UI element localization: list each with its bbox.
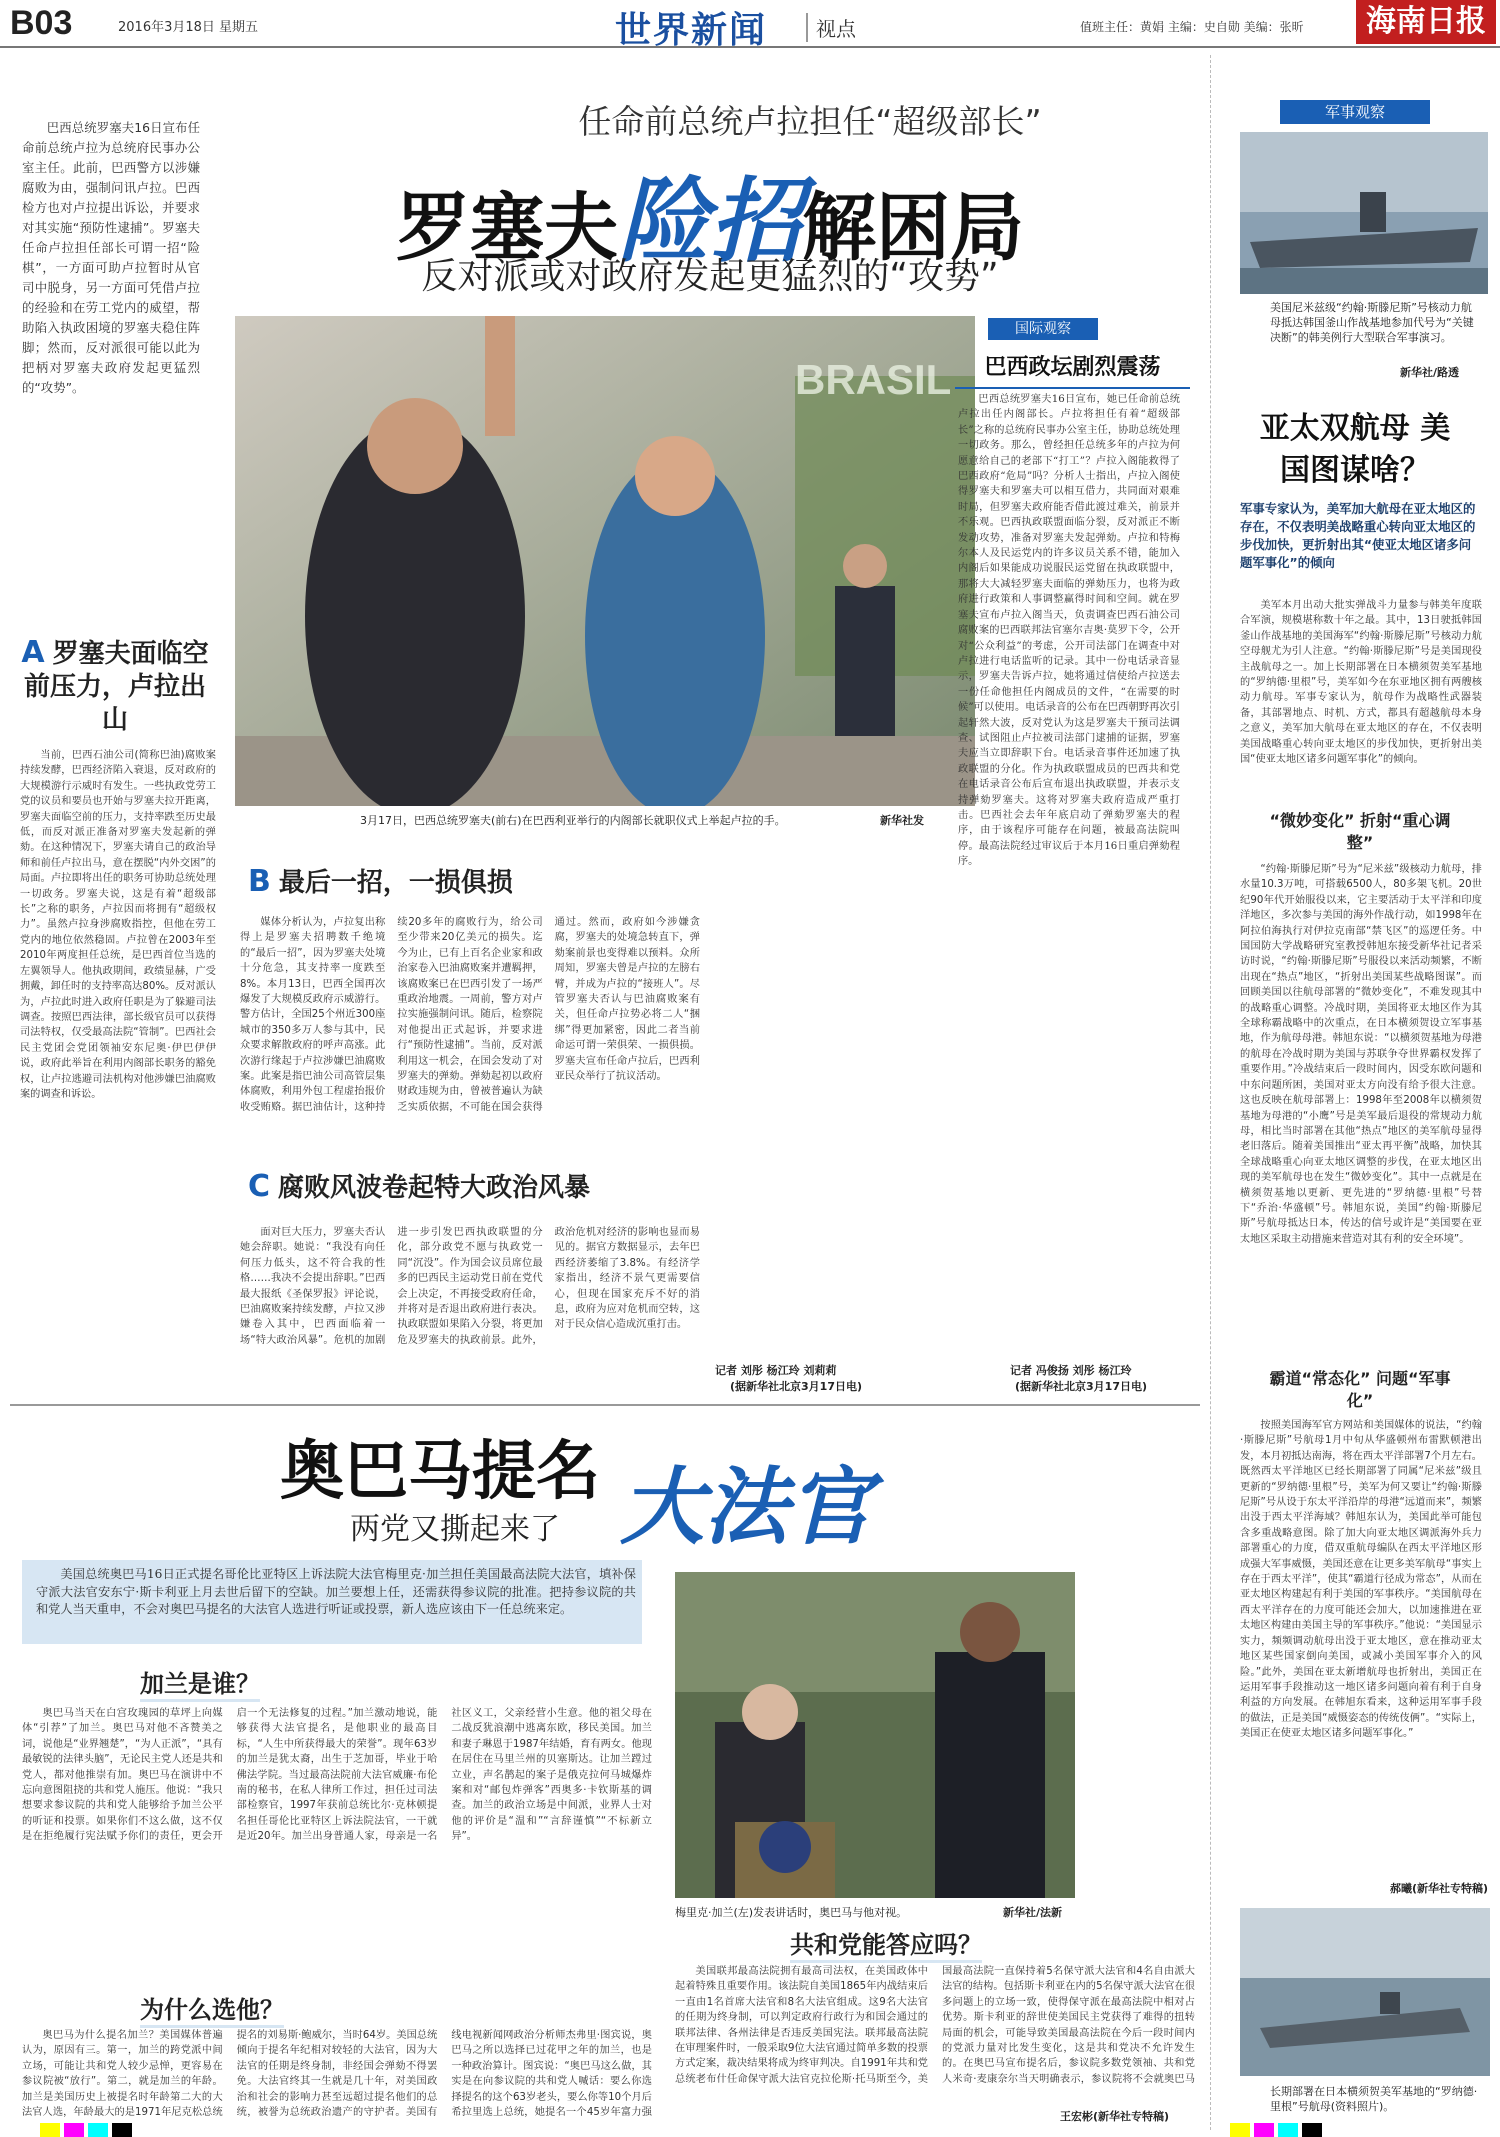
print-color-bar-right xyxy=(1230,2122,1326,2136)
q1-heading: 加兰是谁？ xyxy=(140,1664,260,1702)
story1-deck: 反对派或对政府发起更猛烈的“攻势” xyxy=(421,256,999,297)
issue-date: 2016年3月18日 星期五 xyxy=(118,20,259,35)
story1-lead: 巴西总统罗塞夫16日宣布任命前总统卢拉为总统府民事办公室主任。此前，巴西警方以涉嫌腐败为由，强制问讯卢拉。巴西检方也对卢拉提出诉讼，并要求对其实施“预防性逮捕”。罗塞夫任命卢拉担任部长可谓一招“险棋”，一方面可助卢拉暂时从官司中脱身，另一方面可凭借卢拉的经验和在劳工党内的威望，帮助陷入执政困境的罗塞夫稳住阵脚；然而，反对派很可能以此为把柄对罗塞夫政府发起更猛烈的“攻势”。 xyxy=(22,120,200,395)
story1-byline: 记者 刘彤 杨江玲 刘莉莉 xyxy=(715,1364,837,1377)
story2-photo-caption: 梅里克·加兰(左)发表讲话时，奥巴马与他对视。 xyxy=(675,1906,908,1919)
right-text-2: “约翰·斯滕尼斯”号为“尼米兹”级核动力航母，排水量10.3万吨，可搭载6500人，80多架飞机。20世纪90年代开始服役以来，它主要活动于太平洋和印度洋地区，多次参与美国的海外作战行动，如1998年在阿拉伯海执行对伊拉克南部“禁飞区”的巡逻任务。中国国防大学战略研究室教授韩旭东接受新华社记者采访时说，“约翰·斯滕尼斯”号服役以来活动频繁，不断出现在“热点”地区，“折射出美国某些战略图谋”。而回顾美国以往航母部署的“微妙变化”，不难发现其中的战略重心调整。冷战时期，美国将亚太地区作为其全球称霸战略中的次重点，在日本横须贺设立军事基地，作为航母母港。韩旭东说：“以横须贺基地为母港的航母在冷战时期为美国与苏联争夺世界霸权发挥了重要作用。”冷战结束后一段时间内，因受东欧问题和中东问题所困，美国对亚太方向没有给予很大注意。这也反映在航母部署上：1998年至2008年以横须贺基地为母港的“小鹰”号是美军最后退役的常规动力航母，相比当时部署在其他“热点”地区的美军航母显得老旧落后。随着美国推出“亚太再平衡”战略，加快其全球战略重心向亚太地区调整的步伐，在亚太地区出现的美军航母也在发生“微妙变化”。其中一点就是在横须贺基地以更新、更先进的“罗纳德·里根”号替下“乔治·华盛顿”号。韩旭东说，美国“约翰·斯滕尼斯”号航母抵达日本，传达的信号或许是“美国要在亚太地区采取主动措施来营造对其有利的安全环境”。 xyxy=(1240,864,1482,1245)
print-color-bar xyxy=(40,2122,136,2136)
right-byline: 郝曦(新华社专特稿) xyxy=(1390,1882,1489,1895)
carrier-photo-2 xyxy=(1240,1908,1490,2076)
story1-photo-credit: 新华社发 xyxy=(880,814,924,827)
story2-headline: 奥巴马提名 xyxy=(280,1435,600,1509)
story2-photo-credit: 新华社/法新 xyxy=(1003,1906,1063,1919)
right-headline: 亚太双航母 美国图谋啥？ xyxy=(1259,411,1451,488)
page-number: B03 xyxy=(10,4,73,42)
carrier-photo-1 xyxy=(1240,132,1488,294)
photo-backdrop-sign: BRASIL xyxy=(795,356,952,403)
story2-headline-highlight: 大法官 xyxy=(620,1457,873,1556)
sidebar1-text: 巴西总统罗塞夫16日宣布，她已任命前总统卢拉出任内阁部长。卢拉将担任有着“超级部长”之称的总统府民事办公室主任，协助总统处理一切政务。那么，曾经担任总统多年的卢拉为何愿意给自己的老部下“打工”？卢拉入阁能救得了巴西政府“危局”吗？分析人士指出，卢拉入阁使得罗塞夫和罗塞夫可以相互借力，共同面对艰难时局，但罗塞夫政府能否借此渡过难关，前景并不乐观。巴西执政联盟面临分裂，反对派正不断发动攻势，准备对罗塞夫发起弹劾。卢拉和特梅尔本人及民运党内的许多议员关系不错，能加入内阁后如果能成功说服民运党留在执政联盟中，那将大大减轻罗塞夫面临的弹劾压力，也将为政府进行政策和人事调整赢得时间和空间。就在罗塞夫宣布卢拉入阁当天，负责调查巴西石油公司腐败案的巴西联邦法官塞尔吉奥·莫罗下令，公开对“公众利益”的考虑，公开司法部门在调查中对卢拉进行电话监听的记录。其中一份电话录音显示，罗塞夫告诉卢拉，她将通过信使给卢拉送去一份任命他担任内阁成员的文件，“在需要的时候”可以使用。电话录音的公布在巴西朝野再次引起轩然大波，反对党认为这是罗塞夫干预司法调查、试图阻止卢拉被司法部门逮捕的证据，罗塞夫应当立即辞职下台。电话录音事件还加速了执政联盟的分化。作为执政联盟成员的巴西共和党在电话录音公布后宣布退出执政联盟，并表示支持弹劾罗塞夫。这将对罗塞夫政府造成严重打击。巴西社会去年年底启动了弹劾罗塞夫的程序，由于该程序可能存在问题，被最高法院叫停。最高法院经过审议后于本月16日重启弹劾程序。 xyxy=(958,394,1180,868)
right-text-3: 按照美国海军官方网站和美国媒体的说法，“约翰·斯滕尼斯”号航母1月中旬从华盛顿州布雷默顿港出发，本月初抵达南海，将在西太平洋部署7个月左右。既然西太平洋地区已经长期部署了同属“尼米兹”级且更新的“罗纳德·里根”号，美军为何又要让“约翰·斯滕尼斯”号从设于东太平洋沿岸的母港“远道而来”，频繁出没于西太平洋海域？韩旭东认为，美国此举可能包含多重战略意图。除了加大向亚太地区调派海外兵力部署重心的力度，借双重航母编队在西太平洋地区形成强大军事威慑，美国还意在让更多美军航母“事实上存在于西太平洋”，使其“霸道行径成为常态”，从而在亚太地区构建起有利于美国的军事秩序。“美国航母在西太平洋存在的力度可能还会加大，以加速推进在亚太地区构建由美国主导的军事秩序。”他说：“美国显示实力，频频调动航母出没于亚太地区，意在推动亚太地区某些国家倒向美国，或减小美国军事介入的风险。”此外，美国在亚太新增航母也折射出，美国正在运用军事手段推动这一地区诸多问题向着有利于自身利益的方向发展。在韩旭东看来，这种运用军事手段的做法，正是美国“威慑姿态的传统伎俩”。“实际上，美国正在使亚太地区诸多问题军事化。” xyxy=(1240,1420,1482,1740)
editor-credits: 值班主任：黄娟 主编：史自勋 美编：张昕 xyxy=(1080,20,1304,34)
q3-text: 美国联邦最高法院拥有最高司法权，在美国政体中起着特殊且重要作用。该法院自美国1865年内战结束后一直由1名首席大法官和8名大法官组成。这9名大法官的任期为终身制，可以判定政府行政行为和国会通过的联邦法律、各州法律是否违反美国宪法。联邦最高法院在审理案件时，一般采取9位大法官通过简单多数的投票方式定案，裁决结果将成为终审判决。自1991年共和党总统老布什任命保守派大法官克拉伦斯·托马斯至今，美国最高法院一直保持着5名保守派大法官和4名自由派大法官的结构。包括斯卡利亚在内的5名保守派大法官在很多问题上的立场一致，使得保守派在最高法院中相对占优势。斯卡利亚的辞世使美国民主党获得了难得的扭转局面的机会，可能导致美国最高法院在今后一段时间内的党派力量对比发生变化，这是共和党决不允许发生的。在奥巴马宣布提名后，参议院多数党领袖、共和党人米奇·麦康奈尔当天明确表示，参议院将不会就奥巴马 xyxy=(675,1966,1195,2085)
section-c-text: 面对巨大压力，罗塞夫否认她会辞职。她说：“我没有向任何压力低头，这不符合我的性格……我决不会提出辞职。”巴西最大报纸《圣保罗报》评论说，巴油腐败案持续发酵，卢拉又涉嫌卷入其中，巴西面临着一场“特大政治风暴”。危机的加剧进一步引发巴西执政联盟的分化，部分政党不愿与执政党一同“沉没”。作为国会议员席位最多的巴西民主运动党日前在党代会上决定，不再接受政府任命，并将对是否退出政府进行表决。执政联盟如果陷入分裂，将更加危及罗塞夫的执政前景。此外，政治危机对经济的影响也显而易见的。据官方数据显示，去年巴西经济萎缩了3.8%。有经济学家指出，经济不景气更需要信心，但现在国家充斥不好的消息，政府为应对危机而空转，这对于民众信心造成沉重打击。 xyxy=(240,1227,700,1346)
story2-byline: 王宏彬(新华社专特稿) xyxy=(1060,2110,1170,2123)
section-a-heading: A 罗塞夫面临空前压力，卢拉出山 xyxy=(21,635,209,735)
section-divider xyxy=(10,1404,1200,1406)
section-b-heading: B 最后一招，一损俱损 xyxy=(248,864,513,899)
story1-photo xyxy=(235,316,975,806)
right-subhead-1: “微妙变化” 折射“重心调整” xyxy=(1269,811,1451,852)
right-subhead-2: 霸道“常态化” 问题“军事化” xyxy=(1269,1369,1451,1410)
story1-photo-caption: 3月17日，巴西总统罗塞夫(前右)在巴西利亚举行的内阁部长就职仪式上举起卢拉的手。 xyxy=(360,814,786,827)
sidebar1-tag: 国际观察 xyxy=(988,318,1098,340)
story2-deck: 两党又撕起来了 xyxy=(350,1512,560,1547)
story1-headline-highlight: 险招 xyxy=(617,168,802,275)
carrier-photo-2-caption: 长期部署在日本横须贺美军基地的“罗纳德·里根”号航母(资料照片)。 xyxy=(1270,2085,1478,2113)
right-tag: 军事观察 xyxy=(1280,100,1430,124)
q2-text: 奥巴马为什么提名加兰？美国媒体普遍认为，原因有三。第一，加兰的跨党派中间立场，可能让共和党人较少忌惮，更容易在参议院被“放行”。第二，就是加兰的年龄。加兰是美国历史上被提名时年龄第二大的大法官人选，年龄最大的是1971年尼克松总统提名的刘易斯·鲍威尔，当时64岁。美国总统倾向于提名年纪相对较轻的大法官，因为大法官的任期是终身制，非经国会弹劾不得罢免。大法官终其一生就是几十年，对美国政治和社会的影响力甚至远超过提名他们的总统，被誉为总统政治遗产的守护者。美国有线电视新闻网政治分析师杰弗里·图宾说，奥巴马之所以选择已过花甲之年的加兰，也是一种政治算计。图宾说：“奥巴马这么做，其实是在向参议院的共和党人喊话：要么你选择提名的这个63岁老头，要么你等10个月后希拉里选上总统，她提名一个45岁年富力强 xyxy=(22,2030,652,2119)
section-title: 世界新闻 xyxy=(615,9,768,51)
sidebar1-title: 巴西政坛剧烈震荡 xyxy=(955,350,1190,389)
carrier-photo-1-caption: 美国尼米兹级“约翰·斯滕尼斯”号核动力航母抵达韩国釜山作战基地参加代号为“关键决断”的韩美例行大型联合军事演习。 xyxy=(1270,301,1474,344)
story2-lead: 美国总统奥巴马16日正式提名哥伦比亚特区上诉法院大法官梅里克·加兰担任美国最高法院大法官，填补保守派大法官安东宁·斯卡利亚上月去世后留下的空缺。加兰要想上任，还需获得参议院的批准。把持参议院的共和党人当天重申，不会对奥巴马提名的大法官人选进行听证或投票，新人选应该由下一任总统来定。 xyxy=(36,1567,636,1617)
sidebar1-byline: 记者 冯俊扬 刘彤 杨江玲 xyxy=(1010,1364,1132,1377)
q2-heading: 为什么选他？ xyxy=(140,1990,284,2028)
section-c-heading: C 腐败风波卷起特大政治风暴 xyxy=(248,1169,591,1204)
q3-heading: 共和党能答应吗？ xyxy=(790,1925,982,1963)
column-divider xyxy=(1210,55,1211,2130)
section-b-text: 媒体分析认为，卢拉复出称得上是罗塞夫招聘数千绝境的“最后一招”，因为罗塞夫处境十分危急，其支持率一度跌至8%。本月13日，巴西全国再次爆发了大规模反政府示威游行。警方估计，全国25个州近300座城市的350多万人参与其中，民众要求解散政府的呼声高涨。此次游行缘起于卢拉涉嫌巴油腐败案。此案是指巴油公司高管层集体腐败，利用外包工程虚抬报价收受贿赂。据巴油估计，这种持续20多年的腐败行为，给公司至少带来20亿美元的损失。迄今为止，已有上百名企业家和政治家卷入巴油腐败案并遭羁押，该腐败案已在巴西引发了一场严重政治地震。一周前，警方对卢拉实施强制问讯。随后，检察院对他提出正式起诉，并要求进行“预防性逮捕”。当前，反对派利用这一机会，在国会发动了对罗塞夫的弹劾。弹劾起初以政府财政违规为由，曾被普遍认为缺乏实质依据，不可能在国会获得通过。然而，政府如今涉嫌贪腐，罗塞夫的处境急转直下，弹劾案前景也变得难以预料。众所周知，罗塞夫曾是卢拉的左膀右臂，并成为卢拉的“接班人”。尽管罗塞夫否认与巴油腐败案有关，但任命卢拉势必将二人“捆绑”得更加紧密，因此二者当前命运可谓一荣俱荣、一损俱损。罗塞夫宣布任命卢拉后，巴西利亚民众举行了抗议活动。 xyxy=(240,917,700,1113)
sidebar1-dateline: (据新华社北京3月17日电) xyxy=(1015,1380,1148,1393)
story1-dateline: (据新华社北京3月17日电) xyxy=(730,1380,863,1393)
right-text-1: 美军本月出动大批实弹战斗力量参与韩美年度联合军演，规模堪称数十年之最。其中，13日驶抵韩国釜山作战基地的美国海军“约翰·斯滕尼斯”号核动力航空母舰尤为引人注意。“约翰·斯滕尼斯”号是美国现役主战航母之一。加上长期部署在日本横须贺美军基地的“罗纳德·里根”号，美军如今在东亚地区拥有两艘核动力航母。军事专家认为，航母作为战略性武器装备，其部署地点、时机、方式，都具有超越航母本身之意义，美军加大航母在亚太地区的存在，不仅表明美国战略重心转向亚太地区的步伐加快，更折射出美国“使亚太地区诸多问题军事化”的倾向。 xyxy=(1240,600,1482,766)
story1-kicker: 任命前总统卢拉担任“超级部长” xyxy=(578,102,1042,141)
section-a-text: 当前，巴西石油公司(简称巴油)腐败案持续发酵，巴西经济陷入衰退，反对政府的大规模游行示威时有发生。一些执政党劳工党的议员和要员也开始与罗塞夫拉开距离，罗塞夫面临空前的压力，支持率跌至历史最低，而反对派正准备对罗塞夫发起新的弹劾。在这种情况下，罗塞夫请自己的政治导师和前任卢拉出马，意在摆脱“内外交困”的局面。卢拉即将出任的职务可协助总统处理一切政务。罗塞夫说，这是有着“超级部长”之称的职务，卢拉因而将拥有“超级权力”。虽然卢拉身涉腐败指控，但他在劳工党内的地位依然稳固。卢拉曾在2003年至2010年两度担任总统，是巴西首位当选的左翼领导人。他执政期间，政绩显赫，广受拥戴，卸任时的支持率高达80%。反对派认为，卢拉此时进入政府任职是为了躲避司法调查。按照巴西法律，部长级官员可以获得司法特权，仅受最高法院“管制”。巴西社会民主党团会党团领袖安东尼奥·伊巴伊伊说，政府此举旨在利用内阁部长职务的豁免权，让卢拉逃避司法机构对他涉嫌巴油腐败案的调查和诉讼。 xyxy=(20,750,216,1100)
right-summary: 军事专家认为，美军加大航母在亚太地区的存在，不仅表明美战略重心转向亚太地区的步伐加快，更折射出其“使亚太地区诸多问题军事化”的倾向 xyxy=(1240,501,1476,570)
newspaper-logo: 海南日报 xyxy=(1356,0,1496,44)
q1-text: 奥巴马当天在白宫玫瑰园的草坪上向媒体“引荐”了加兰。奥巴马对他不吝赞美之词，说他是“业界翘楚”，“为人正派”，“具有最敏锐的法律头脑”，无论民主党人还是共和党人，都对他推崇有加。奥巴马在演讲中不忘向意图阻挠的共和党人施压。他说：“我只想要求参议院的共和党人能够给予加兰公平的听证和投票。如果你们不这么做，这不仅是在拒绝履行宪法赋予你们的责任，更会开启一个无法修复的过程。”加兰激动地说，能够获得大法官提名，是他职业的最高目标，“人生中所获得最大的荣誉”。现年63岁的加兰是犹太裔，出生于芝加哥，毕业于哈佛法学院。当过最高法院前大法官威廉·布伦南的秘书，在私人律所工作过，担任过司法部检察官，1997年获前总统比尔·克林顿提名担任哥伦比亚特区上诉法院法官，一干就是近20年。加兰出身普通人家，母亲是一名社区义工，父亲经营小生意。他的祖父母在二战反犹浪潮中逃离东欧，移民美国。加兰和妻子琳恩于1987年结婚，育有两女。他现在居住在马里兰州的贝塞斯达。让加兰蹚过立业，声名鹊起的案子是俄克拉何马城爆炸案和对“邮包炸弹客”西奥多·卡钦斯基的调查。加兰的政治立场是中间派，业界人士对他的评价是“温和”“言辞谨慎”“不标新立异”。 xyxy=(22,1708,652,1843)
story1-headline: 罗塞夫险招解困局 xyxy=(395,168,1024,275)
subsection-title: 视点 xyxy=(806,13,856,42)
story2-photo xyxy=(675,1572,1075,1898)
carrier-photo-1-credit: 新华社/路透 xyxy=(1400,366,1460,379)
